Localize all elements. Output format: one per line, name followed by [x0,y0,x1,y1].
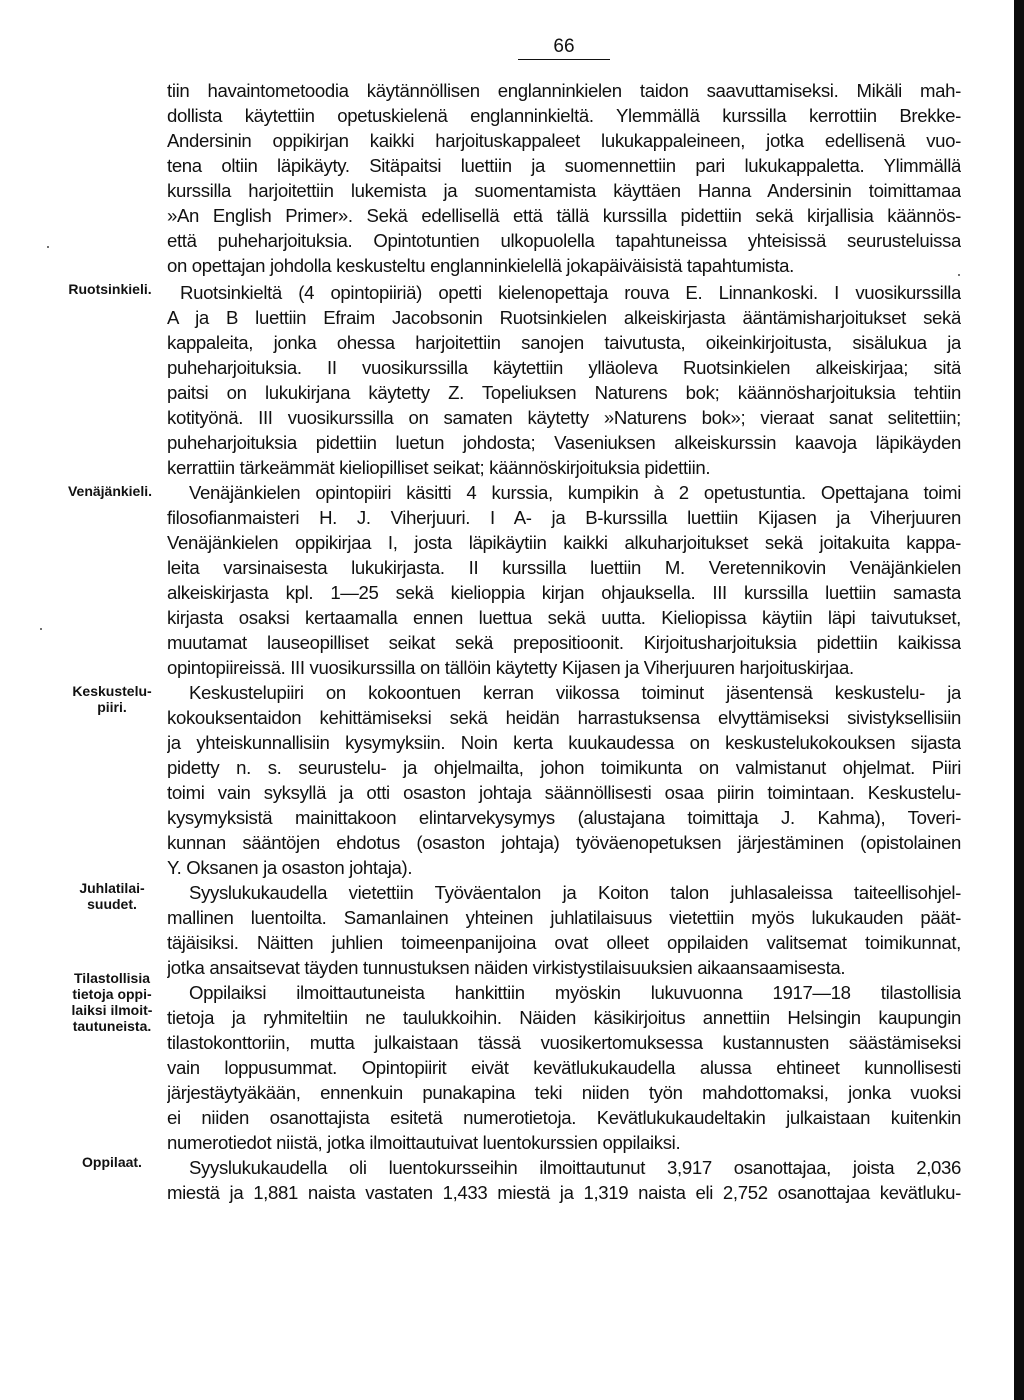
scan-speck [47,246,49,248]
text-line: paitsi on lukukirjana käytetty Z. Topeliuksen Naturens bok; käännösharjoituksia tehtiin [167,382,961,403]
text-line: toimi vain syksyllä ja otti osaston johtaja säännöllisesti osaa piirin toimintaan. Keskustelu- [167,782,961,803]
sidenote-keskustelupiiri: Keskustelu- piiri. [72,683,152,715]
text-line: on opettajan johdolla keskusteltu englanninkielellä jokapäiväisistä tapahtumista. [167,255,794,276]
text-line: järjestäytyäkään, ennenkuin punakapina teki niiden työn mahdottomaksi, jonka vuoksi [167,1082,961,1103]
text-line: Ruotsinkieltä (4 opintopiiriä) opetti kielenopettaja rouva E. Linnankoski. I vuosikurssilla [180,282,961,303]
text-line: täjäisiksi. Näitten juhlien toimeenpanijoina ovat olleet oppilaiden valitsemat toimikunnat, [167,932,961,953]
text-line: puheharjoituksia. II vuosikurssilla käytettiin ylläoleva Ruotsinkielen alkeiskirjaa; sitä [167,357,961,378]
sidenote-ruotsinkieli: Ruotsinkieli. [68,281,152,297]
text-line: opintopiireissä. III vuosikurssilla on tällöin käytetty Kijasen ja Viherjuuren harjoituskirjaa. [167,657,854,678]
text-line: kirjasta osaksi kertaamalla ennen luettua sekä uutta. Kieliopissa käytiin läpi taivutukset, [167,607,961,628]
text-line: Syyslukukaudella vietettiin Työväentalon ja Koiton talon juhlasaleissa taiteellisohjel- [189,882,961,903]
text-line: kerrattiin tärkeämmät kieliopilliset seikat; käännöskirjoituksia pidettiin. [167,457,711,478]
text-line: leita varsinaisesta lukukirjasta. II kurssilla luettiin M. Veretennikovin Venäjänkielen [167,557,961,578]
scan-speck [958,274,960,276]
text-line: vain loppusummat. Opintopiirit eivät kevätlukukaudella alussa ehtineet kunnollisesti [167,1057,961,1078]
text-line: ja yhteiskunnallisiin kysymyksiin. Noin kerta kuukaudessa on keskustelukokouksen sijasta [167,732,961,753]
text-line: muutamat lauseopilliset seikat sekä prepositioonit. Kirjoitusharjoituksia pidettiin kaikissa [167,632,961,653]
text-line: miestä ja 1,881 naista vastaten 1,433 miestä ja 1,319 naista eli 2,752 osanottajaa kevätluku- [167,1182,961,1203]
text-line: dollista käytettiin opetuskielenä englanninkieltä. Ylemmällä kurssilla kerrottiin Brekke- [167,105,961,126]
text-line: tietoja ja ryhmiteltiin ne taulukkoihin. Näiden käsikirjoitus annettiin Helsingin kaupungin [167,1007,961,1028]
text-line: tena oltiin läpikäyty. Sitäpaitsi luettiin ja suomennettiin pari lukukappaletta. Ylimmällä [167,155,961,176]
sidenote-oppilaat: Oppilaat. [82,1154,142,1170]
text-line: Oppilaiksi ilmoittautuneista hankittiin myöskin lukuvuonna 1917—18 tilastollisia [189,982,961,1003]
text-line: mallinen luentoilta. Samanlainen yhteinen juhlatilaisuus vietettiin myös lukukauden päät- [167,907,961,928]
text-line: kunnan sääntöjen ehdotus (osaston johtaja) työväenopetuksen järjestäminen (opistolainen [167,832,961,853]
text-line: numerotiedot niistä, jotka ilmoittautuivat luentokurssien oppilaiksi. [167,1132,681,1153]
text-line: Venäjänkielen opintopiiri käsitti 4 kurssia, kumpikin à 2 opetustuntia. Opettajana toimi [189,482,961,503]
text-line: kotityönä. III vuosikurssilla on samaten käytetty »Naturens bok»; vieraat sanat selitettiin; [167,407,961,428]
text-line: Syyslukukaudella oli luentokursseihin ilmoittautunut 3,917 osanottajaa, joista 2,036 [189,1157,961,1178]
text-line: ei niiden osanottajista esitetä numerotietoja. Kevätlukukaudeltakin julkaistaan kuitenkin [167,1107,961,1128]
text-line: alkeiskirjasta kpl. 1—25 sekä kielioppia kirjan ohjauksella. III kurssilla luettiin samasta [167,582,961,603]
text-line: Andersinin oppikirjan kaikki harjoituskappaleet lukukappaleineen, jotka edellisenä vuo- [167,130,961,151]
text-line: kysymyksistä mainittakoon elintarvekysymys (alustajana toimittaja J. Kahma), Toveri- [167,807,961,828]
sidenote-juhlatilaisuudet: Juhlatilai- suudet. [79,880,145,912]
text-line: tilastokonttoriin, mutta julkaistaan tässä vuosikertomuksessa kustannusten säästämiseksi [167,1032,961,1053]
text-line: kokouksentaidon kehittämiseksi sekä heidän harrastuksensa elvyttämiseksi sivistyksellisiin [167,707,961,728]
text-line: A ja B luettiin Efraim Jacobsonin Ruotsinkielen alkeiskirjasta ääntämisharjoitukset sekä [167,307,961,328]
text-line: filosofianmaisteri H. J. Viherjuuri. I A- ja B-kurssilla luettiin Kijasen ja Viherjuuren [167,507,961,528]
page-number: 66 [518,36,610,60]
text-line: kurssilla harjoitettiin lukemista ja suomentamista käyttäen Hanna Andersinin toimittamaa [167,180,961,201]
text-line: puheharjoituksia pidettiin luetun johdosta; Vaseniuksen alkeiskurssin kaavoja läpikäyden [167,432,961,453]
text-line: kappaleita, jonka ohessa harjoitettiin sanojen taivutusta, oikeinkirjoitusta, sisälukua ja [167,332,961,353]
scan-page-edge [1014,0,1024,1400]
text-line: tiin havaintometoodia käytännöllisen englanninkielen taidon saavuttamiseksi. Mikäli mah- [167,80,961,101]
text-line: jotka ansaitsevat täyden tunnustuksen näiden virkistystilaisuuksien aikaansaamisesta. [167,957,846,978]
scan-speck [40,628,42,630]
text-line: että puheharjoituksia. Opintotuntien ulkopuolella tapahtuneissa yhteisissä seurusteluissa [167,230,961,251]
text-line: Keskustelupiiri on kokoontuen kerran viikossa toiminut jäsentensä keskustelu- ja [189,682,961,703]
text-line: »An English Primer». Sekä edellisellä että tällä kurssilla pidettiin sekä kirjallisia käännös- [167,205,961,226]
sidenote-venajankieli: Venäjänkieli. [67,483,153,499]
text-line: Y. Oksanen ja osaston johtaja). [167,857,413,878]
text-line: Venäjänkielen oppikirjaa I, josta läpikäytiin kaikki alkuharjoitukset sekä joitakuita kappa- [167,532,961,553]
text-line: pidetty n. s. seurustelu- ja ohjelmailta, johon toimikunta on valmistanut ohjelmat. Piiri [167,757,961,778]
sidenote-tilastollisia: Tilastollisia tietoja oppi- laiksi ilmoit- tautuneista. [71,970,153,1034]
